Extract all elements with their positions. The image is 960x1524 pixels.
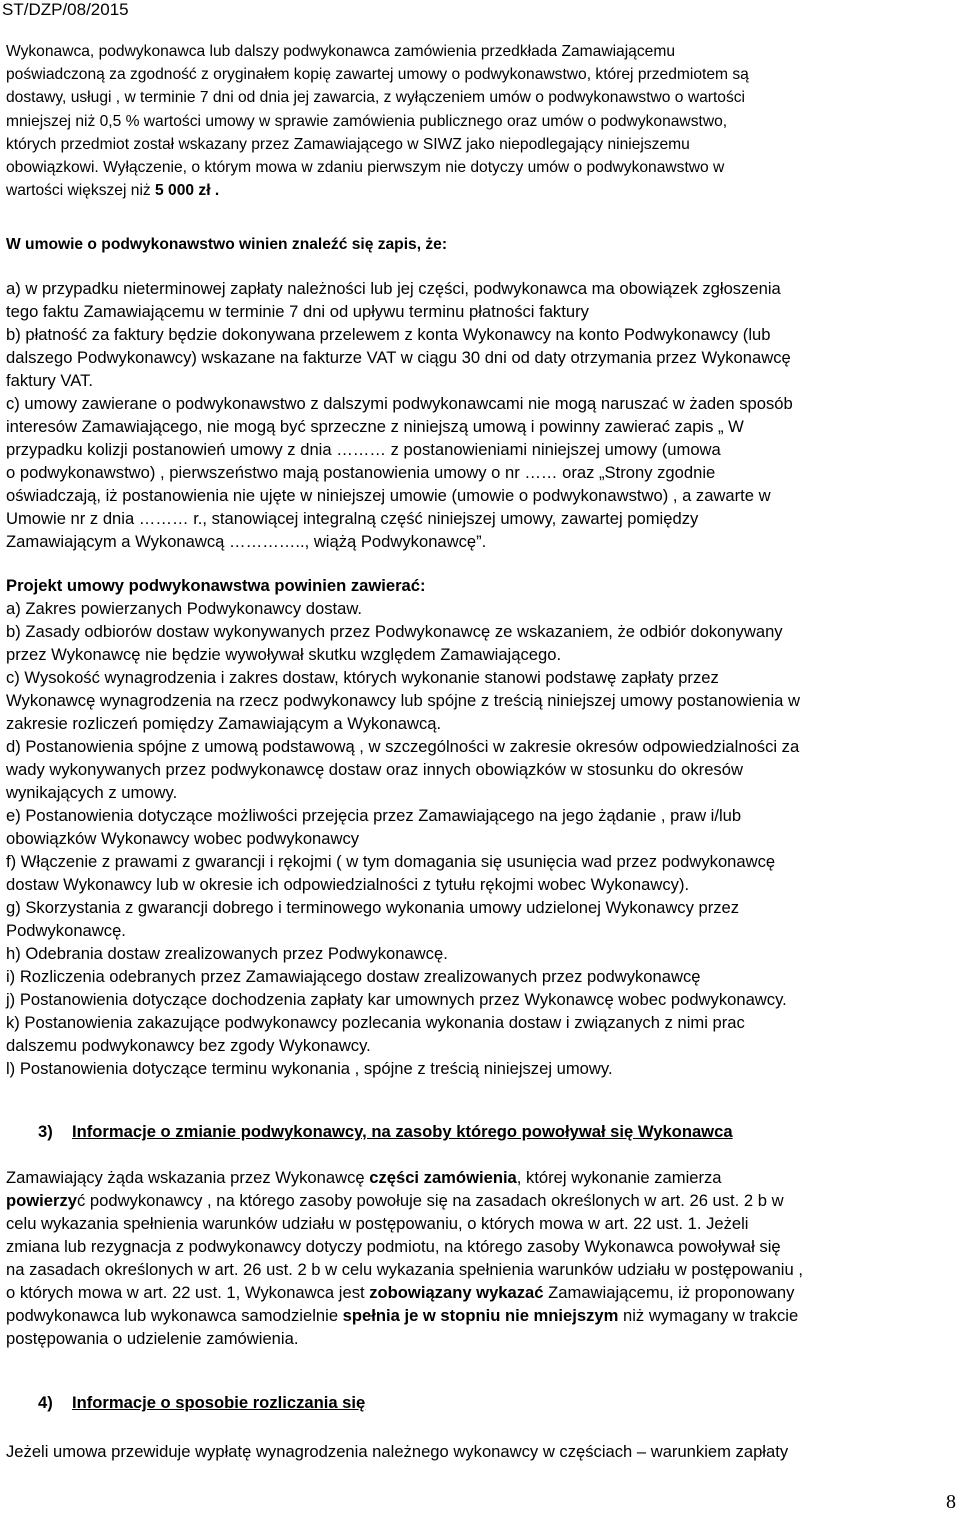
clause-line: b) płatność za faktury będzie dokonywana przelewem z konta Wykonawcy na konto Podwykonawcy (lub <box>6 325 771 344</box>
project-line: d) Postanowienia spójne z umową podstawową , w szczególności w zakresie okresów odpowiedzialności za <box>6 737 800 756</box>
section-3-line: celu wykazania spełnienia warunków udziału w postępowaniu, o których mowa w art. 22 ust. 1. Jeżeli <box>6 1214 749 1233</box>
section-3-bold: spełnia je w stopniu nie mniejszym <box>342 1306 619 1325</box>
project-line: wady wykonywanych przez podwykonawcę dostaw oraz innych obowiązków w stosunku do okresów <box>6 760 743 779</box>
section-4-number: 4) <box>38 1393 53 1412</box>
section-3-bold: części zamówienia <box>369 1168 517 1187</box>
project-line: c) Wysokość wynagrodzenia i zakres dostaw, których wykonanie stanowi podstawę zapłaty przez <box>6 668 719 687</box>
section-3-text: niż wymagany w trakcie <box>618 1306 799 1325</box>
intro-line: poświadczoną za zgodność z oryginałem kopię zawartej umowy o podwykonawstwo, której przedmiotem są <box>6 66 749 84</box>
project-line: h) Odebrania dostaw zrealizowanych przez Podwykonawcę. <box>6 944 448 963</box>
project-line: a) Zakres powierzanych Podwykonawcy dostaw. <box>6 599 363 618</box>
section-3-line: zmiana lub rezygnacja z podwykonawcy dotyczy podmiotu, na którego zasoby Wykonawca powoływał się <box>6 1237 781 1256</box>
project-line: j) Postanowienia dotyczące dochodzenia zapłaty kar umownych przez Wykonawcę wobec podwykonawcy. <box>6 990 787 1009</box>
project-line: zakresie rozliczeń pomiędzy Zamawiającym a Wykonawcą. <box>6 714 442 733</box>
section-3-bold: zobowiązany wykazać <box>369 1283 544 1302</box>
clause-heading <box>6 233 954 256</box>
intro-line: Wykonawca, podwykonawca lub dalszy podwykonawca zamówienia przedkłada Zamawiającemu <box>6 43 675 60</box>
section-3-text: Zamawiający żąda wskazania przez Wykonawcę <box>6 1168 370 1187</box>
project-line: obowiązków Wykonawcy wobec podwykonawcy <box>6 829 360 848</box>
clause-line: Zamawiającym a Wykonawcą ………….., wiążą Podwykonawcę”. <box>6 532 487 551</box>
project-line: Wykonawcę wynagrodzenia na rzecz podwykonawcy lub spójne z treścią niniejszej umowy postanowienia w <box>6 691 800 710</box>
project-line: i) Rozliczenia odebranych przez Zamawiającego dostaw zrealizowanych przez podwykonawcę <box>6 967 701 986</box>
project-line: dostaw Wykonawcy lub w okresie ich odpowiedzialności z tytułu rękojmi wobec Wykonawcy). <box>6 875 690 894</box>
section-4-line: Jeżeli umowa przewiduje wypłatę wynagrodzenia należnego wykonawcy w częściach – warunkiem zapłaty <box>6 1442 789 1461</box>
section-3-line <box>6 1304 954 1327</box>
clause-line: oświadczają, iż postanowienia nie ujęte w niniejszej umowie (umowie o podwykonawstwo) , a zawarte w <box>6 486 771 505</box>
clause-line: tego faktu Zamawiającemu w terminie 7 dni od upływu terminu płatności faktury <box>6 302 589 321</box>
clause-line: a) w przypadku nieterminowej zapłaty należności lub jej części, podwykonawca ma obowiązek zgłoszenia <box>6 279 781 298</box>
intro-paragraph <box>6 40 954 202</box>
section-3-line: postępowania o udzielenie zamówienia. <box>6 1329 299 1348</box>
section-3-body <box>6 1166 954 1350</box>
project-requirements <box>6 574 954 1080</box>
clause-list <box>6 277 954 553</box>
intro-line: dostawy, usługi , w terminie 7 dni od dnia jej zawarcia, z wyłączeniem umów o podwykonawstwo o wartości <box>6 89 746 107</box>
section-3-text: o których mowa w art. 22 ust. 1, Wykonawca jest <box>6 1283 370 1302</box>
project-line: b) Zasady odbiorów dostaw wykonywanych przez Podwykonawcę ze wskazaniem, że odbiór dokonywany <box>6 622 783 641</box>
project-line: k) Postanowienia zakazujące podwykonawcy pozlecania wykonania dostaw i związanych z nimi prac <box>6 1013 745 1032</box>
section-3-line <box>6 1166 954 1189</box>
section-3-text: ć podwykonawcy , na którego zasoby powołuje się na zasadach określonych w art. 26 ust. 2 b w <box>77 1191 784 1210</box>
clause-line: Umowie nr z dnia ……… r., stanowiącej integralną część niniejszej umowy, zawartej pomiędzy <box>6 509 699 528</box>
section-3-heading <box>6 1120 954 1143</box>
project-line: przez Wykonawcę nie będzie wywoływał skutku względem Zamawiającego. <box>6 645 562 664</box>
project-heading: Projekt umowy podwykonawstwa powinien zawierać: <box>6 576 426 595</box>
intro-line-last <box>6 179 954 202</box>
section-3-text: , której wykonanie zamierza <box>516 1168 722 1187</box>
project-line: f) Włączenie z prawami z gwarancji i rękojmi ( w tym domagania się usunięcia wad przez podwykonawcę <box>6 852 776 871</box>
intro-amount: 5 000 zł . <box>155 182 220 200</box>
intro-line: których przedmiot został wskazany przez Zamawiającego w SIWZ jako niepodlegający niniejszemu <box>6 135 690 153</box>
page-number: 8 <box>946 1491 956 1513</box>
clause-line: dalszego Podwykonawcy) wskazane na fakturze VAT w ciągu 30 dni od daty otrzymania przez Wykonawcę <box>6 348 791 367</box>
project-line: e) Postanowienia dotyczące możliwości przejęcia przez Zamawiającego na jego żądanie , praw i/lub <box>6 806 742 825</box>
intro-line: obowiązkowi. Wyłączenie, o którym mowa w zdaniu pierwszym nie dotyczy umów o podwykonawstwo w <box>6 159 725 177</box>
section-4-heading <box>6 1391 954 1414</box>
project-line: wynikających z umowy. <box>6 783 178 802</box>
section-3-text: podwykonawca lub wykonawca samodzielnie <box>6 1306 343 1325</box>
project-line: g) Skorzystania z gwarancji dobrego i terminowego wykonania umowy udzielonej Wykonawcy przez <box>6 898 740 917</box>
intro-line-text: wartości większej niż <box>6 182 156 200</box>
section-3-line <box>6 1281 954 1304</box>
section-3-line <box>6 1189 954 1212</box>
clause-line: interesów Zamawiającego, nie mogą być sprzeczne z niniejszą umową i powinny zawierać zapis „ W <box>6 417 744 436</box>
clause-heading-text: W umowie o podwykonawstwo winien znaleźć się zapis, że: <box>6 236 448 253</box>
section-3-title: Informacje o zmianie podwykonawcy, na zasoby którego powoływał się Wykonawca <box>72 1122 733 1141</box>
section-3-bold: powierzy <box>6 1191 78 1210</box>
section-4-body <box>6 1440 954 1463</box>
section-3-number: 3) <box>38 1122 53 1141</box>
project-line: l) Postanowienia dotyczące terminu wykonania , spójne z treścią niniejszej umowy. <box>6 1059 613 1078</box>
section-3-line: na zasadach określonych w art. 26 ust. 2 b w celu wykazania spełnienia warunków udziału w postępowaniu , <box>6 1260 803 1279</box>
clause-line: o podwykonawstwo) , pierwszeństwo mają postanowienia umowy o nr …… oraz „Strony zgodnie <box>6 463 716 482</box>
project-line: Podwykonawcę. <box>6 921 126 940</box>
project-line: dalszemu podwykonawcy bez zgody Wykonawcy. <box>6 1036 371 1055</box>
clause-line: c) umowy zawierane o podwykonawstwo z dalszymi podwykonawcami nie mogą naruszać w żaden sposób <box>6 394 793 413</box>
intro-line: mniejszej niż 0,5 % wartości umowy w sprawie zamówienia publicznego oraz umów o podwykonawstwo, <box>6 112 728 130</box>
clause-line: przypadku kolizji postanowień umowy z dnia ……… z postanowieniami niniejszej umowy (umowa <box>6 440 721 459</box>
clause-line: faktury VAT. <box>6 371 93 390</box>
document-reference: ST/DZP/08/2015 <box>2 0 129 19</box>
section-4-title: Informacje o sposobie rozliczania się <box>72 1393 366 1412</box>
section-3-text: Zamawiającemu, iż proponowany <box>543 1283 795 1302</box>
